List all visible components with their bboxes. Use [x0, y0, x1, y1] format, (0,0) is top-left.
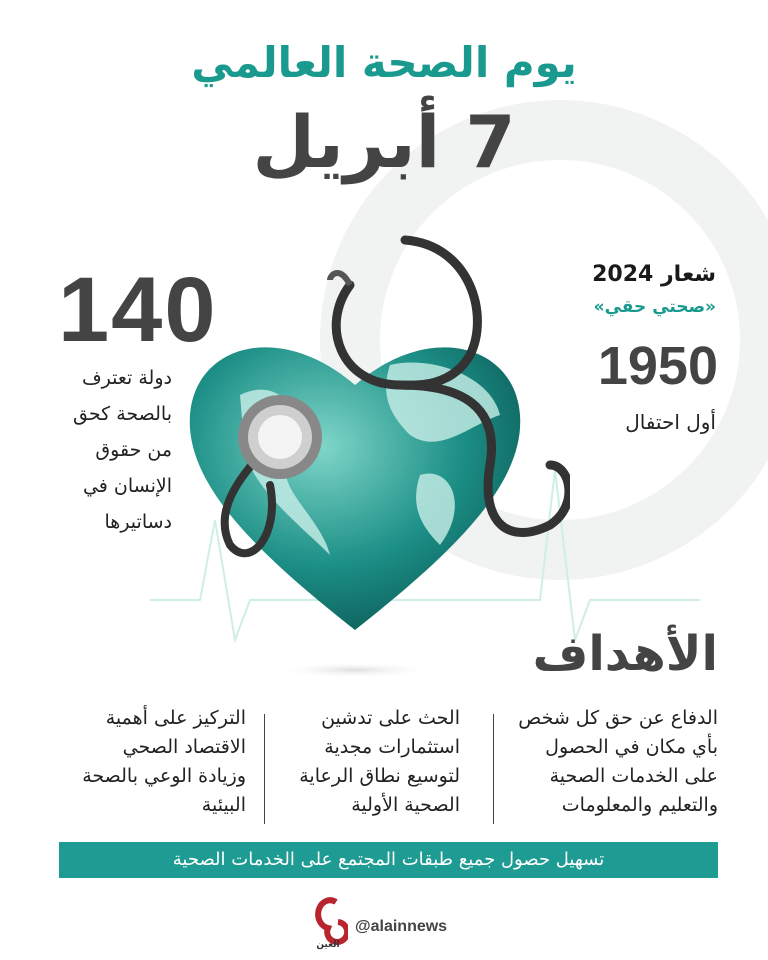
- goal-banner: تسهيل حصول جميع طبقات المجتمع على الخدمات الصحية: [59, 842, 718, 878]
- goal-line: التركيز على أهمية: [105, 707, 246, 729]
- first-celebration-label: أول احتفال: [625, 410, 716, 434]
- goal-line: والتعليم والمعلومات: [561, 794, 718, 816]
- event-date: 7 أبريل: [252, 100, 516, 184]
- goal-line: الاقتصاد الصحي: [122, 736, 246, 758]
- goal-line: البيئية: [201, 794, 246, 816]
- countries-count: 140: [58, 259, 218, 361]
- first-celebration-year: 1950: [597, 336, 718, 396]
- svg-text:العين: العين: [316, 940, 340, 950]
- column-divider: [264, 714, 265, 824]
- countries-line: الإنسان في: [82, 475, 172, 497]
- goal-column: [260, 704, 460, 820]
- column-divider: [493, 714, 494, 824]
- goal-column: [486, 704, 718, 820]
- countries-description: [73, 360, 172, 540]
- goal-line: استثمارات مجدية: [324, 736, 460, 758]
- goal-line: على الخدمات الصحية: [549, 765, 718, 787]
- countries-line: بالصحة كحق: [73, 403, 172, 425]
- goal-line: الصحية الأولية: [351, 794, 460, 816]
- slogan-label: شعار 2024: [592, 262, 716, 287]
- goal-line: لتوسيع نطاق الرعاية: [299, 765, 460, 787]
- goal-line: الحث على تدشين: [321, 707, 460, 729]
- alain-logo: [308, 892, 348, 952]
- goal-line: بأي مكان في الحصول: [545, 736, 718, 758]
- goals-title: الأهداف: [532, 626, 718, 682]
- countries-line: دولة تعترف: [81, 367, 172, 389]
- goal-column: [46, 704, 246, 820]
- countries-line: دساتيرها: [104, 511, 172, 533]
- slogan: «صحتي حقي»: [593, 297, 716, 317]
- goal-line: الدفاع عن حق كل شخص: [518, 707, 718, 729]
- goal-line: وزيادة الوعي بالصحة: [82, 765, 246, 787]
- social-handle: @alainnews: [355, 918, 448, 935]
- countries-line: من حقوق: [95, 439, 172, 461]
- heart-globe-stethoscope-illustration: [170, 225, 570, 685]
- page-title: يوم الصحة العالمي: [191, 38, 577, 87]
